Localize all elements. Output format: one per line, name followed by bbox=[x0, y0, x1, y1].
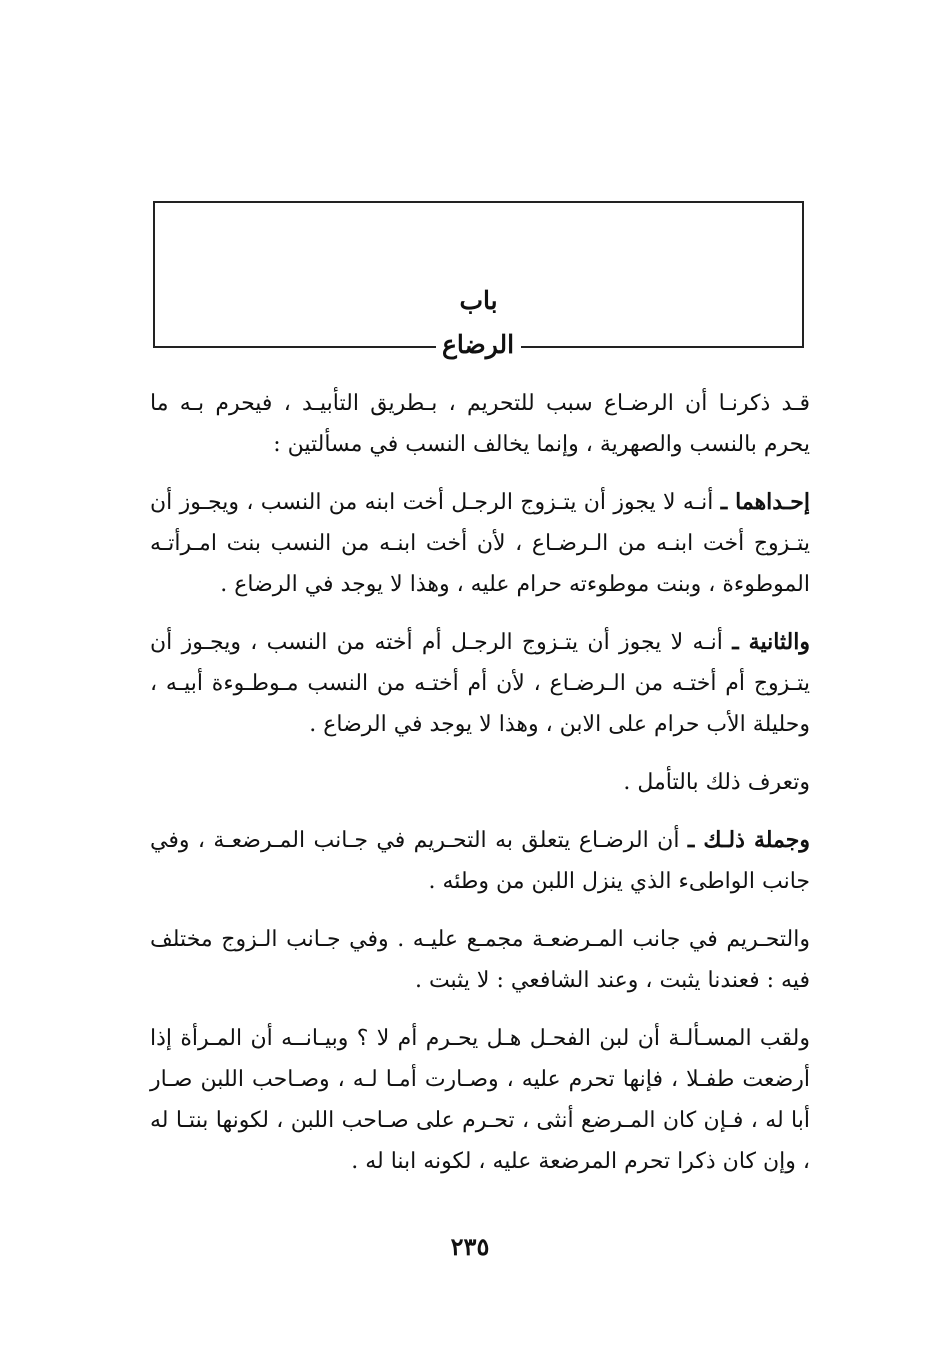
chapter-word: باب bbox=[459, 286, 498, 315]
chapter-title: الرضاع bbox=[436, 330, 520, 359]
rule-left bbox=[153, 346, 437, 348]
body-text bbox=[150, 383, 810, 1199]
paragraph-text: أنـه لا يجوز أن يتـزوج الرجـل أخت ابنه من النسب ، ويجـوز أن يتـزوج أخت ابنـه من الـرضـاع ، لأن أخت ابنـه من النسب بنت امـرأتـه الموطوءة ، وبنت موطوءته حرام عليه ، وهذا لا يوجد في الرضاع . bbox=[150, 490, 810, 597]
paragraph-text: أن الرضـاع يتعلق به التحـريم في جـانب المـرضعـة ، وفي جانب الواطىء الذي ينزل اللبن من وطئه . bbox=[150, 828, 810, 894]
paragraph bbox=[150, 383, 810, 465]
rule-right bbox=[521, 346, 805, 348]
paragraph bbox=[150, 482, 810, 605]
paragraph bbox=[150, 762, 810, 803]
paragraph-text: وتعرف ذلك بالتأمل . bbox=[623, 770, 810, 795]
paragraph bbox=[150, 919, 810, 1001]
chapter-header-frame bbox=[153, 201, 804, 348]
paragraph bbox=[150, 820, 810, 902]
paragraph-lead: والثانية ـ bbox=[732, 629, 810, 655]
paragraph-text: قـد ذكرنـا أن الرضـاع سبب للتحريم ، بـطريق التأبيـد ، فيحرم بـه ما يحرم بالنسب والصهرية ، وإنما يخالف النسب في مسألتين : bbox=[150, 391, 810, 457]
paragraph-text: والتحـريم في جانب المـرضعـة مجمـع عليـه . وفي جـانب الـزوج مختلف فيه : فعندنا يثبت ، وعند الشافعي : لا يثبت . bbox=[150, 927, 810, 993]
paragraph-text: ولقب المسـألـة أن لبن الفحـل هـل يحـرم أم لا ؟ وبيـانــه أن المـرأة إذا أرضعت طفـلا ، فإنها تحرم عليه ، وصـارت أمـا لـه ، وصـاحب اللبن صـار أبا له ، فـإن كان المـرضع أنثى ، تحـرم على صـاحب اللبن ، لكونها بنتـا له ، وإن كان ذكرا تحرم المرضعة عليه ، لكونه ابنا له . bbox=[150, 1026, 810, 1174]
paragraph-lead: وجملة ذلـك ـ bbox=[687, 827, 810, 853]
paragraph bbox=[150, 1018, 810, 1182]
page-number: ٢٣٥ bbox=[450, 1232, 490, 1261]
paragraph-lead: إحـداهما ـ bbox=[720, 489, 811, 515]
paragraph-text: أنـه لا يجوز أن يتـزوج الرجـل أم أخته من النسب ، ويجـوز أن يتـزوج أم أختـه من الـرضـاع ، لأن أم أختـه من النسب مـوطـوءة أبيـه ، وحليلة الأب حرام على الابن ، وهذا لا يوجد في الرضاع . bbox=[150, 630, 810, 737]
paragraph bbox=[150, 622, 810, 745]
